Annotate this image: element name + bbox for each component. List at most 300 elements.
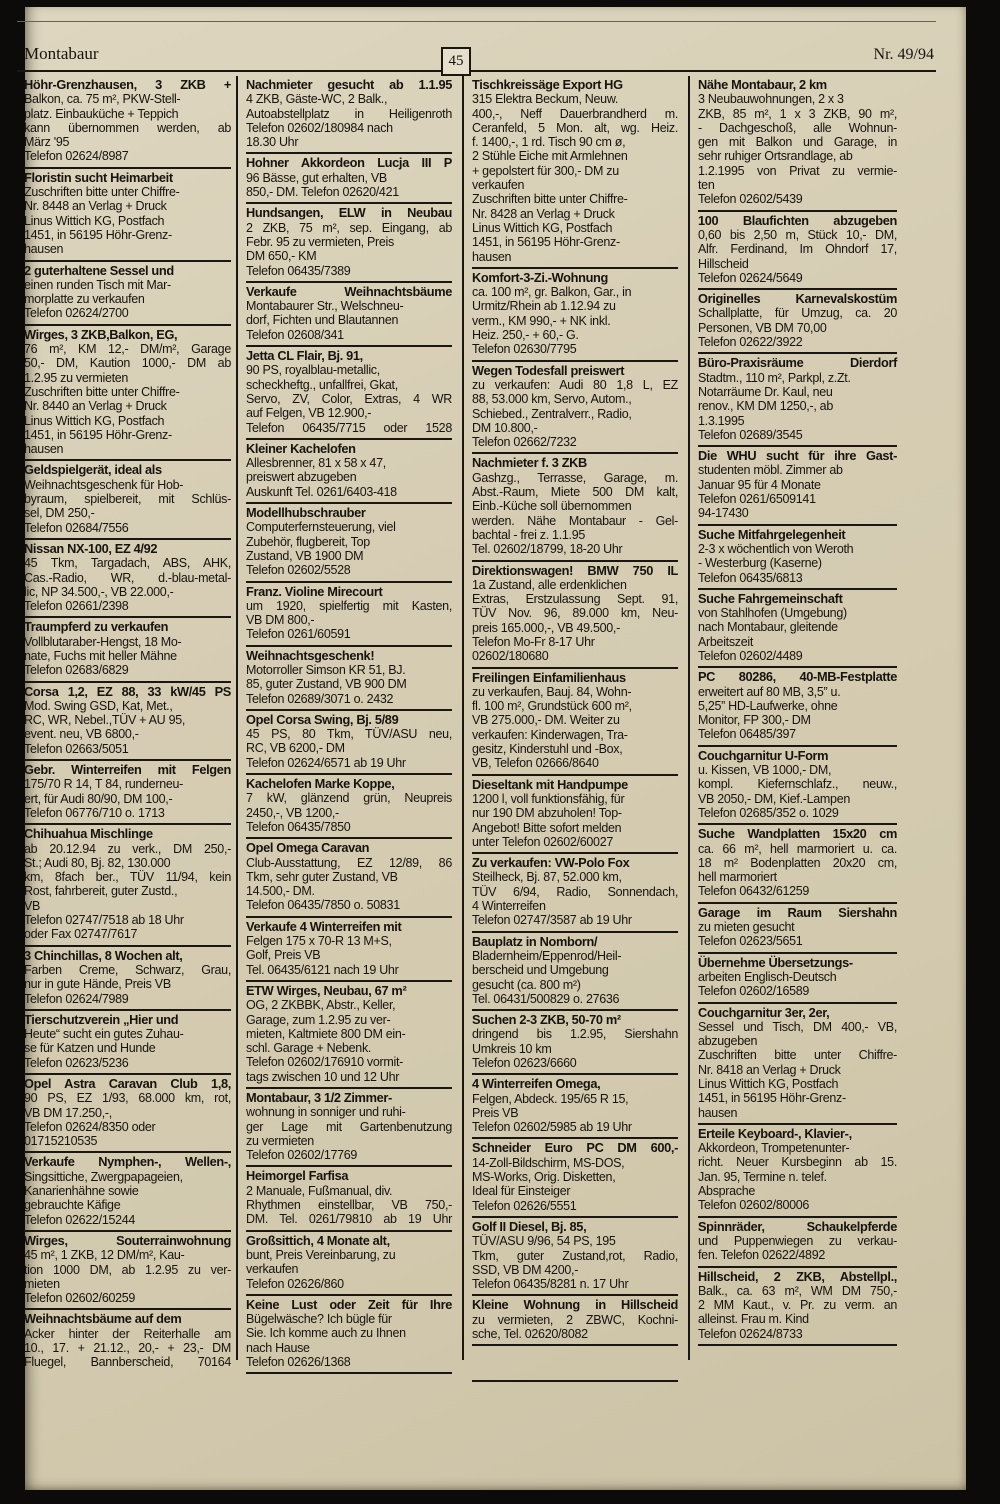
ad-line: DM. Tel. 0261/79810 ab 19 Uhr	[246, 1212, 452, 1227]
ad-line: zu mieten gesucht	[698, 920, 795, 935]
ad-line: 94-17430	[698, 506, 749, 521]
ad-title: Hillscheid, 2 ZKB, Abstellpl.,	[698, 1268, 897, 1284]
ad-line: 14.500,- DM.	[246, 884, 315, 899]
ad-column-2	[236, 76, 462, 1370]
ad-line: verkaufen	[246, 1262, 299, 1277]
ad-line: TÜV 6/94, Radio, Sonnendach,	[472, 884, 678, 899]
ad-title: Die WHU sucht für ihre Gast-	[698, 448, 897, 464]
ad-line: mieten	[24, 1276, 60, 1291]
classified-ad	[246, 982, 452, 1089]
ad-line: dringend bis 1.2.95, Siershahn	[472, 1027, 678, 1042]
ad-line: TÜV/ASU 9/96, 54 PS, 195	[472, 1234, 616, 1249]
ad-line: Umkreis 10 km	[472, 1041, 552, 1056]
ad-line: nate, Fuchs mit heller Mähne	[24, 648, 177, 663]
ad-line: Zuschriften bitte unter Chiffre-	[24, 185, 180, 200]
ad-line: schl. Garage + Nebenk.	[246, 1041, 372, 1056]
ad-line: lic, NP 34.500,-, VB 22.000,-	[24, 584, 174, 599]
ad-line: 0,60 bis 2,50 m, Stück 10,- DM,	[698, 227, 897, 242]
ad-line: arbeiten Englisch-Deutsch	[698, 969, 837, 984]
ad-line: Servo, ZV, Color, Extras, 4 WR	[246, 391, 452, 406]
ad-title: Tierschutzverein „Hier und	[24, 1011, 179, 1027]
ad-line: verm., KM 990,- + NK inkl.	[472, 313, 611, 328]
classified-ad	[246, 711, 452, 775]
classified-ad	[24, 761, 231, 825]
ad-line: hausen	[24, 442, 64, 457]
ad-line: 2 Manuale, Fußmanual, div.	[246, 1183, 393, 1198]
ad-line: Autoabstellplatz in Heiligenroth	[246, 106, 452, 121]
ad-line: + gepolstert für 300,- DM zu	[472, 163, 619, 178]
ad-title: Nachmieter gesucht ab 1.1.95	[246, 77, 452, 92]
ad-line: Montabaurer Str., Welschneu-	[246, 299, 404, 314]
ad-line: hausen	[24, 242, 64, 257]
ad-line: Einb.-Küche soll übernommen	[472, 499, 632, 514]
ad-title: Wirges, 3 ZKB,Balkon, EG,	[24, 326, 178, 342]
ad-line: nach Hause	[246, 1340, 310, 1355]
ad-line: gen mit Balkon und Garage, in	[698, 135, 897, 150]
ad-line: Ideal für Einsteiger	[472, 1184, 571, 1199]
ad-line: ca. 100 m², gr. Balkon, Gar., in	[472, 285, 632, 300]
ad-line: 2-3 x wöchentlich von Weroth	[698, 541, 854, 556]
ad-title: Verkaufe Weihnachtsbäume	[246, 283, 452, 299]
ad-title: Nachmieter f. 3 ZKB	[472, 455, 587, 471]
ad-line: nach Montabaur, gleitende	[698, 620, 838, 635]
ad-line: hausen	[698, 1105, 738, 1120]
ad-line: se für Katzen und Hunde	[24, 1041, 156, 1056]
ad-line: und Puppenwiegen zu verkau-	[698, 1233, 897, 1248]
ad-line: Schallplatte, für Umzug, ca. 20	[698, 306, 897, 321]
ad-line: Telefon 0261/60591	[246, 627, 351, 642]
ad-line: VB	[24, 898, 41, 913]
ad-line: 14-Zoll-Bildschirm, MS-DOS,	[472, 1155, 625, 1170]
ad-line: platz. Einbauküche + Teppich	[24, 106, 179, 121]
classified-ad	[472, 776, 678, 854]
ad-line: Sessel und Tisch, DM 400,- VB,	[698, 1019, 897, 1034]
ad-line: 2 ZKB, 75 m², sep. Eingang, ab	[246, 220, 452, 235]
classified-ad	[24, 326, 231, 462]
ad-title: Suchen 2-3 ZKB, 50-70 m²	[472, 1012, 621, 1028]
ad-line: einen runden Tisch mit Mar-	[24, 277, 171, 292]
ad-line: Zubehör, flugbereit, Top	[246, 534, 370, 549]
ad-line: Personen, VB DM 70,00	[698, 320, 827, 335]
ad-line: Telefon 02747/7518 ab 18 Uhr	[24, 913, 184, 928]
classified-ad	[472, 1075, 678, 1139]
ad-line: Fluegel, Bannberscheid, 70164	[24, 1355, 231, 1370]
classified-ad	[698, 1268, 897, 1346]
ad-line: RC, VB 6200,- DM	[246, 741, 345, 756]
ad-line: Telefon 06435/7715 oder 1528	[246, 420, 452, 435]
ad-line: Telefon 02624/8733	[698, 1326, 803, 1341]
ad-line: Preis VB	[472, 1105, 519, 1120]
ad-line: Telefon 02622/15244	[24, 1212, 136, 1227]
classified-ad	[472, 669, 678, 776]
ad-line: Nr. 8428 an Verlag + Druck	[472, 206, 615, 221]
classified-ad	[698, 904, 897, 954]
ad-line: Notarräume Dr. Kaul, neu	[698, 384, 833, 399]
ad-column-4	[688, 76, 905, 1360]
ad-title: Weihnachtsgeschenk!	[246, 647, 375, 663]
ad-line: Febr. 95 zu vermieten, Preis	[246, 234, 394, 249]
ad-line: 1.2.95 zu vermieten	[24, 370, 129, 385]
ad-title: Weihnachtsbäume auf dem	[24, 1311, 182, 1327]
ad-line: Rost, fahrbereit, guter Zustd.,	[24, 884, 178, 899]
ad-line: OG, 2 ZKBBK, Abstr., Keller,	[246, 998, 396, 1013]
ad-line: Telefon 02624/8350 oder	[24, 1119, 156, 1134]
ad-line: Nr. 8418 an Verlag + Druck	[698, 1062, 841, 1077]
ad-line: Telefon 06435/8281 n. 17 Uhr	[472, 1277, 629, 1292]
ad-line: 2450,-, VB 1200,-	[246, 805, 339, 820]
classified-ad	[24, 540, 231, 618]
ad-line: ten	[698, 178, 715, 193]
ad-line: gesitz, Kinderstuhl und -Box,	[472, 742, 623, 757]
ad-title: Franz. Violine Mirecourt	[246, 583, 383, 599]
classified-ad	[246, 504, 452, 582]
ad-line: 175/70 R 14, T 84, runderneu-	[24, 777, 184, 792]
ad-line: Linus Wittich KG, Postfach	[472, 220, 613, 235]
ad-line: Weihnachtsgeschenk für Hob-	[24, 477, 184, 492]
classified-ad	[24, 76, 231, 169]
classified-ad	[472, 1218, 678, 1296]
classified-ad	[246, 839, 452, 917]
classified-ad	[698, 590, 897, 668]
ad-line: Stadtm., 110 m², Parkpl, z.Zt.	[698, 370, 851, 385]
ad-line: bachtal - frei z. 1.1.95	[472, 527, 586, 542]
classified-ad	[246, 1296, 452, 1374]
classified-ad	[698, 354, 897, 447]
ad-title: Übernehme Übersetzungs-	[698, 954, 853, 970]
scanned-newspaper-page	[25, 7, 966, 1490]
ad-line: MS-Works, Orig. Disketten,	[472, 1170, 616, 1185]
ad-title: Heimorgel Farfisa	[246, 1168, 349, 1184]
ad-line: preis 165.000,-, VB 49.500,-	[472, 620, 620, 635]
classified-ad	[24, 1075, 231, 1153]
classified-ad	[698, 1218, 897, 1268]
ad-line: Telefon 06435/7389	[246, 263, 351, 278]
ad-line: berscheid und Umgebung	[472, 963, 609, 978]
ad-title: Floristin sucht Heimarbeit	[24, 169, 173, 185]
ad-title: Dieseltank mit Handpumpe	[472, 776, 628, 792]
ad-line: 2 MM Kaut., v. Pr. zu verm. an	[698, 1298, 897, 1313]
ad-line: 1a Zustand, alle erdenklichen	[472, 577, 627, 592]
ad-line: 4 Winterreifen	[472, 899, 546, 914]
ad-line: 400,-, Neff Dauerbrandherd m.	[472, 106, 678, 121]
classified-ad	[24, 1310, 231, 1372]
ad-line: 01715210535	[24, 1134, 98, 1149]
ad-line: Telefon 02624/6571 ab 19 Uhr	[246, 755, 406, 770]
ad-line: 5,25” HD-Laufwerke, ohne	[698, 698, 838, 713]
ad-title: ETW Wirges, Neubau, 67 m²	[246, 982, 407, 998]
ad-line: Telefon 02623/6660	[472, 1056, 577, 1070]
ad-line: Telefon 06435/6813	[698, 570, 803, 585]
ad-line: km, 8fach ber., TÜV 11/94, kein	[24, 870, 231, 885]
region-title: Montabaur	[24, 44, 99, 63]
ad-title: Schneider Euro PC DM 600,-	[472, 1140, 678, 1156]
ad-line: Garage, zum 1.2.95 zu ver-	[246, 1012, 391, 1027]
classified-ad	[24, 825, 231, 946]
ad-title: 100 Blaufichten abzugeben	[698, 212, 897, 228]
ad-line: kompl. Kiefernschlafz., neuw.,	[698, 777, 897, 792]
classified-ad	[698, 290, 897, 354]
ad-line: Urmitz/Rhein ab 1.12.94 zu	[472, 299, 616, 314]
ad-line: SSD, VB DM 4200,-	[472, 1262, 579, 1277]
ad-line: Telefon 02630/7795	[472, 342, 577, 357]
ad-title: Hohner Akkordeon Lucja III P	[246, 155, 452, 171]
ad-line: Telefon 02689/3545	[698, 427, 803, 442]
ad-line: Telefon Mo-Fr 8-17 Uhr	[472, 634, 595, 649]
classified-ad	[246, 440, 452, 504]
ad-line: St.; Audi 80, Bj. 82, 130.000	[24, 855, 171, 870]
ad-line: Telefon 02602/4489	[698, 648, 803, 663]
ad-line: Bügelwäsche? Ich bügle für	[246, 1312, 392, 1327]
ad-column-3	[462, 76, 688, 1360]
ad-line: Gashzg., Terrasse, Garage, m.	[472, 470, 678, 485]
ad-line: Tkm, sehr guter Zustand, VB	[246, 869, 398, 884]
ad-line: Telefon 02626/1368	[246, 1355, 351, 1370]
ad-line: Telefon 02602/5985 ab 19 Uhr	[472, 1120, 632, 1135]
ad-line: Telefon 02602/180984 nach	[246, 120, 393, 135]
ad-line: Telefon 02602/60259	[24, 1291, 136, 1306]
ad-line: 90 PS, royalblau-metallic,	[246, 363, 380, 378]
ad-line: dorf, Fichten und Blautannen	[246, 313, 399, 328]
ad-line: Felgen, Abdeck. 195/65 R 15,	[472, 1091, 629, 1106]
ad-line: VB DM 17.250,-,	[24, 1105, 112, 1120]
ad-line: 2 Stühle Eiche mit Armlehnen	[472, 149, 628, 164]
ad-line: tion 1000 DM, ab 1.2.95 zu ver-	[24, 1262, 231, 1277]
ad-line: Alfr. Ferdinand, Im Ohndorf 17,	[698, 242, 897, 257]
ad-line: richt. Neuer Kursbeginn ab 15.	[698, 1155, 897, 1170]
ad-line: Tel. 06431/500829 o. 27636	[472, 991, 620, 1006]
ad-line: nur 190 DM abzuholen! Top-	[472, 806, 622, 821]
ad-title: Tischkreissäge Export HG	[472, 77, 623, 92]
ad-title: Opel Astra Caravan Club 1,8,	[24, 1076, 231, 1091]
ad-title: Couchgarnitur 3er, 2er,	[698, 1004, 830, 1020]
ad-line: - Westerburg (Kaserne)	[698, 556, 822, 571]
classified-ad	[698, 1125, 897, 1218]
ad-line: kann übernommen werden, ab	[24, 120, 231, 135]
ad-title: Direktionswagen! BMW 750 IL	[472, 562, 678, 578]
ad-line: Vollblutaraber-Hengst, 18 Mo-	[24, 634, 182, 649]
ad-line: Linus Wittich KG, Postfach	[698, 1077, 839, 1091]
ad-line: 10., 17. + 21.12., 20,- + 23,- DM	[24, 1341, 231, 1356]
ad-title: Höhr-Grenzhausen, 3 ZKB +	[24, 77, 231, 92]
ad-title: Zu verkaufen: VW-Polo Fox	[472, 855, 630, 871]
ad-line: 1.3.1995	[698, 413, 745, 428]
ad-line: hell marmoriert	[698, 870, 777, 885]
ad-line: Tel. 02602/18799, 18-20 Uhr	[472, 542, 623, 557]
ad-line: oder Fax 02747/7617	[24, 927, 138, 942]
ad-line: auf Felgen, VB 12.900,-	[246, 406, 372, 421]
classified-ad	[24, 461, 231, 539]
classified-ad	[24, 618, 231, 682]
ad-line: Telefon 0261/6509141	[698, 492, 816, 507]
ad-line: Singsittiche, Zwergpapageien,	[24, 1169, 183, 1184]
ad-title: Kachelofen Marke Koppe,	[246, 776, 395, 792]
ad-line: alleinst. Frau m. Kind	[698, 1312, 809, 1327]
ad-title: Modellhubschrauber	[246, 505, 366, 521]
classified-ad	[698, 825, 897, 903]
ad-title: Suche Wandplatten 15x20 cm	[698, 826, 897, 842]
ad-line: Telefon 02663/5051	[24, 741, 129, 756]
classified-ad	[698, 668, 897, 746]
ad-title: 3 Chinchillas, 8 Wochen alt,	[24, 947, 183, 963]
ad-line: Telefon 02602/5439	[698, 192, 803, 207]
ad-line: u. Kissen, VB 1000,- DM,	[698, 763, 832, 778]
page-number: 45	[448, 53, 464, 69]
classified-ad	[24, 683, 231, 761]
ad-line: Telefon 02684/7556	[24, 520, 129, 535]
ad-line: März '95	[24, 135, 70, 150]
ad-title: Traumpferd zu verkaufen	[24, 619, 169, 635]
ad-line: Telefon 02747/3587 ab 19 Uhr	[472, 913, 632, 928]
ad-line: Heute“ sucht ein gutes Zuhau-	[24, 1027, 184, 1042]
ad-line: Monitor, FP 300,- DM	[698, 713, 811, 728]
ad-line: sche, Tel. 02620/8082	[472, 1327, 588, 1342]
classified-ad	[472, 362, 678, 455]
ad-line: wohnung in sonniger und ruhi-	[246, 1105, 406, 1120]
ad-line: von Stahlhofen (Umgebung)	[698, 606, 847, 621]
ad-line: Telefon 02689/3071 o. 2432	[246, 691, 394, 706]
ad-line: unter Telefon 02602/60027	[472, 834, 614, 849]
ad-line: Akkordeon, Trompetenunter-	[698, 1141, 850, 1156]
ad-line: 315 Elektra Beckum, Neuw.	[472, 92, 619, 107]
ad-title: Wirges, Souterrainwohnung	[24, 1232, 231, 1248]
ad-line: renov., KM DM 1250,-, ab	[698, 399, 833, 414]
ad-title: Büro-Praxisräume Dierdorf	[698, 355, 897, 371]
ad-line: verkaufen: Kinderwagen, Tra-	[472, 727, 628, 742]
ad-title: Originelles Karnevalskostüm	[698, 291, 897, 307]
ad-line: Nr. 8448 an Verlag + Druck	[24, 199, 167, 214]
ad-column-1	[17, 76, 236, 1370]
ad-line: Balkon, ca. 75 m², PKW-Stell-	[24, 92, 181, 107]
ad-line: Telefon 06435/7850	[246, 819, 351, 834]
classified-ad	[246, 1089, 452, 1167]
ad-line: byraum, spielbereit, mit Schlüs-	[24, 492, 231, 507]
ad-line: 3 Neubauwohnungen, 2 x 3	[698, 92, 844, 107]
ad-title: Montabaur, 3 1/2 Zimmer-	[246, 1090, 392, 1105]
ad-title: Nissan NX-100, EZ 4/92	[24, 540, 158, 556]
ad-line: Cas.-Radio, WR, d.-blau-metal-	[24, 570, 231, 585]
ad-line: VB, Telefon 02666/8640	[472, 756, 599, 771]
classified-ad	[698, 447, 897, 525]
ad-line: zu verkaufen: Audi 80 1,8 L, EZ	[472, 377, 678, 392]
ad-line: nur in gute Hände, Preis VB	[24, 977, 171, 992]
ad-line: Januar 95 für 4 Monate	[698, 477, 821, 492]
ad-line: Heiz. 250,- + 60,- G.	[472, 328, 579, 343]
ad-title: Keine Lust oder Zeit für Ihre	[246, 1296, 452, 1312]
ad-line: preiswert abzugeben	[246, 470, 357, 485]
ad-line: zu vermieten	[246, 1133, 314, 1148]
ad-line: ger Lage mit Gartenbenutzung	[246, 1119, 452, 1134]
classified-ad	[24, 262, 231, 326]
ad-line: - Dachgeschoß, alle Wohnun-	[698, 120, 897, 135]
ad-line: Balk., ca. 63 m², WM DM 750,-	[698, 1283, 897, 1298]
ad-line: Linus Wittich KG, Postfach	[24, 213, 165, 228]
ad-line: 1200 l, voll funktionsfähig, für	[472, 791, 625, 806]
classified-ad	[698, 76, 897, 212]
ad-line: Telefon 02683/6829	[24, 663, 129, 678]
ad-line: DM 10.800,-	[472, 420, 538, 435]
classified-ad	[246, 76, 452, 154]
ad-line: 1451, in 56195 Höhr-Grenz-	[24, 427, 172, 442]
ad-line: morplatte zu verkaufen	[24, 292, 145, 307]
ad-line: mieten, Kaltmiete 800 DM ein-	[246, 1026, 406, 1041]
classified-ad	[472, 76, 678, 269]
ad-title: Couchgarnitur U-Form	[698, 747, 829, 763]
ad-line: 1451, in 56195 Höhr-Grenz-	[24, 227, 172, 242]
ad-line: Computerfernsteuerung, viel	[246, 520, 396, 535]
ad-line: 45 Tkm, Targadach, ABS, AHK,	[24, 556, 231, 571]
ad-line: Telefon 02624/2700	[24, 306, 129, 321]
ad-line: 7 kW, glänzend grün, Neupreis	[246, 791, 452, 806]
ad-title: Freilingen Einfamilienhaus	[472, 669, 626, 685]
ad-line: scheckheftg., unfallfrei, Gkat,	[246, 377, 398, 392]
ad-line: Extras, Erstzulassung Sept. 91,	[472, 592, 678, 607]
classified-ad	[472, 1296, 678, 1346]
ad-line: Mod. Swing GSD, Kat, Met.,	[24, 698, 173, 713]
ad-line: Zuschriften bitte unter Chiffre-	[24, 384, 180, 399]
ad-line: hausen	[472, 249, 512, 264]
ad-line: Telefon 02624/5649	[698, 270, 803, 285]
ad-title: Jetta CL Flair, Bj. 91,	[246, 348, 363, 364]
ad-line: studenten möbl. Zimmer ab	[698, 463, 843, 478]
ad-line: fl. 100 m², Grundstück 600 m²,	[472, 699, 632, 714]
ad-line: Telefon 02624/8987	[24, 149, 129, 164]
classified-ad	[246, 775, 452, 839]
classified-ad	[24, 1153, 231, 1231]
ad-line: Farben Creme, Schwarz, Grau,	[24, 962, 231, 977]
ad-line: Telefon 02623/5236	[24, 1055, 129, 1070]
ad-line: Allesbrenner, 81 x 58 x 47,	[246, 456, 386, 471]
ad-line: Telefon 06435/7850 o. 50831	[246, 898, 400, 913]
classified-ad	[698, 526, 897, 590]
ad-line: RC, WR, Nebel.,TÜV + AU 95,	[24, 713, 186, 728]
ad-line: abzugeben	[698, 1034, 758, 1049]
ad-line: Telefon 02626/5551	[472, 1198, 577, 1213]
ad-line: 45 m², 1 ZKB, 12 DM/m², Kau-	[24, 1248, 185, 1263]
ad-line: Nr. 8440 an Verlag + Druck	[24, 399, 167, 414]
ad-title: Wegen Todesfall preiswert	[472, 362, 625, 378]
ad-line: 1.2.1995 von Privat zu vermie-	[698, 163, 897, 178]
ad-line: sel, DM 250,-	[24, 506, 95, 521]
ad-line: 88, 53.000 km, Servo, Autom.,	[472, 392, 632, 407]
classified-ad	[472, 933, 678, 1011]
ad-title: Hundsangen, ELW in Neubau	[246, 205, 452, 221]
ad-title: Suche Fahrgemeinschaft	[698, 590, 843, 606]
ad-line: Club-Ausstattung, EZ 12/89, 86	[246, 855, 452, 870]
ad-line: Motorroller Simson KR 51, BJ.	[246, 662, 406, 677]
ad-title: PC 80286, 40-MB-Festplatte	[698, 669, 897, 685]
classified-ad	[472, 562, 678, 669]
classified-ad	[472, 1139, 678, 1217]
ad-line: ca. 66 m², hell marmoriert u. ca.	[698, 841, 897, 856]
ad-title: Erteile Keyboard-, Klavier-,	[698, 1125, 852, 1141]
ad-line: Arbeitszeit	[698, 634, 754, 649]
ad-line: Golf, Preis VB	[246, 948, 321, 963]
ad-line: 18.30 Uhr	[246, 135, 299, 150]
ad-line: tags zwischen 10 und 12 Uhr	[246, 1069, 400, 1084]
ad-line: Zuschriften bitte unter Chiffre-	[698, 1048, 897, 1063]
ad-line: fen. Telefon 02622/4892	[698, 1248, 826, 1263]
ad-line: Schiebed., Zentralverr., Radio,	[472, 406, 632, 421]
ad-line: zu vermieten, 2 ZBWC, Kochni-	[472, 1312, 678, 1327]
ad-line: Abst.-Raum, Miete 500 DM kalt,	[472, 485, 678, 500]
ad-line: Bladernheim/Eppenrod/Heil-	[472, 948, 622, 963]
classified-ad	[246, 1167, 452, 1231]
ad-title: Großsittich, 4 Monate alt,	[246, 1232, 390, 1248]
ad-line: verkaufen	[472, 178, 525, 193]
ad-line: Zuschriften bitte unter Chiffre-	[472, 192, 628, 207]
ad-title: Chihuahua Mischlinge	[24, 826, 153, 842]
ad-line: Rhythmen einstellbar, VB 750,-	[246, 1198, 452, 1213]
